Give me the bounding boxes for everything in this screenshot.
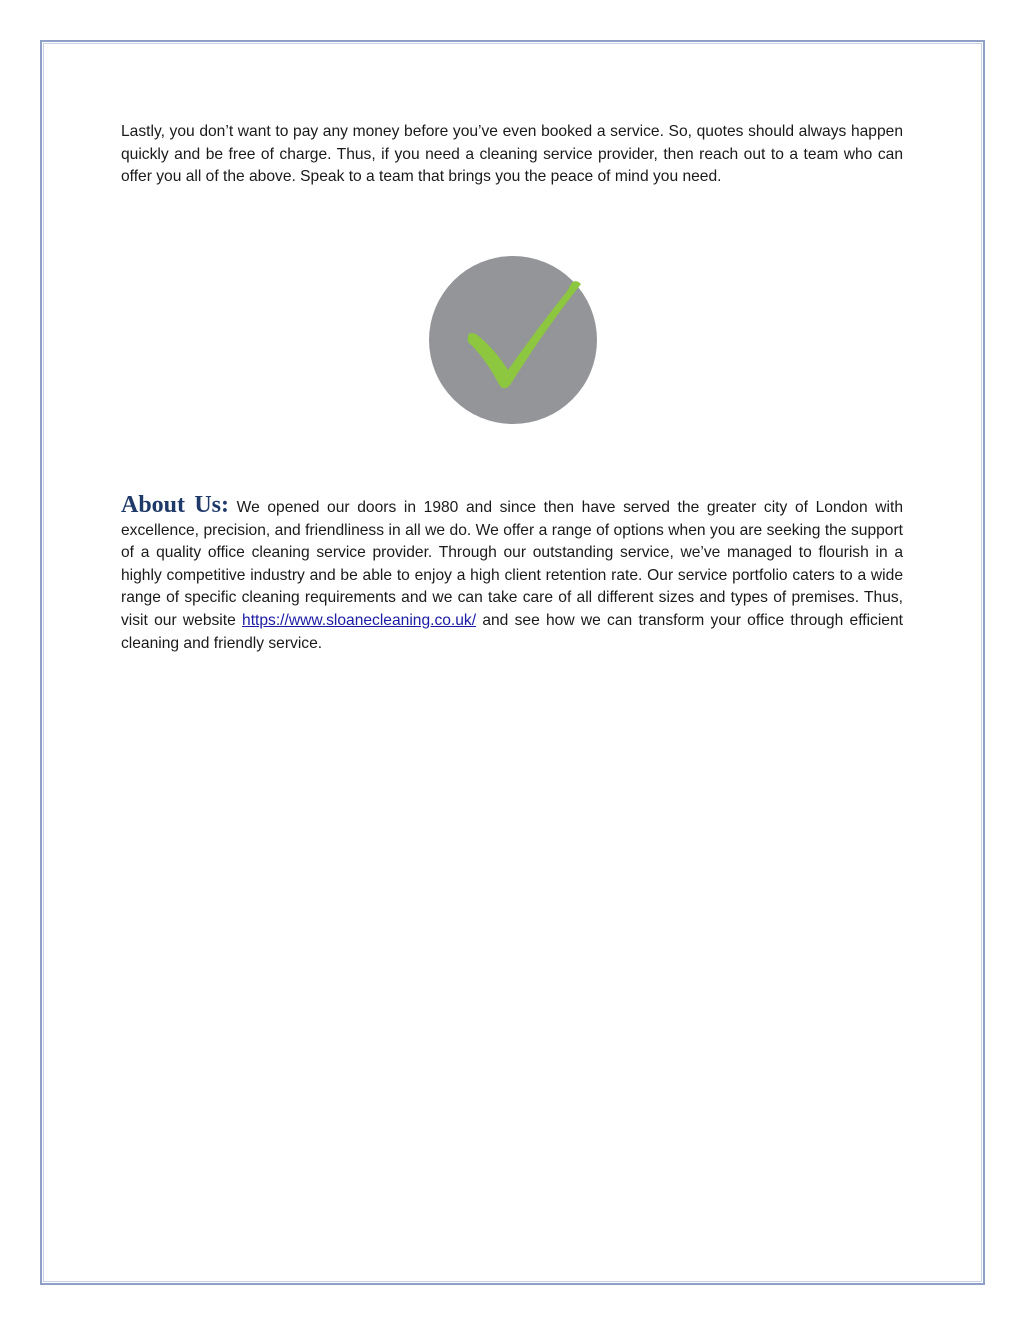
- intro-paragraph: Lastly, you don’t want to pay any money before you’ve even booked a service. So, quotes should always happen quickly and be free of charge. Thus, if you need a cleaning service provider, then reach out to a team who can offer you all of the above. Speak to a team that brings you the peace of mind you need.: [121, 123, 903, 186]
- about-paragraph: [121, 494, 903, 655]
- about-text-end: and see how we can transform your office through efficient cleaning and friendly service.: [121, 611, 903, 652]
- website-link[interactable]: https://www.sloanecleaning.co.uk/: [242, 611, 477, 629]
- page-border-inner: [43, 43, 982, 1282]
- about-text-start: We opened our doors in 1980 and since then have served the greater city of London with excellence, precision, and friendliness in all we do. We offer a range of options when you are seeking the support of a quality office cleaning service provider. Through our outstanding service, we’ve managed to flourish in a highly competitive industry and be able to enjoy a high client retention rate. Our service portfolio caters to a wide range of specific cleaning requirements and we can take care of all different sizes and types of premises. Thus, visit our website: [121, 499, 903, 629]
- check-circle: [429, 256, 597, 424]
- page-border: [40, 40, 985, 1285]
- checkmark-icon: [428, 256, 598, 426]
- about-heading: About Us:: [121, 492, 229, 518]
